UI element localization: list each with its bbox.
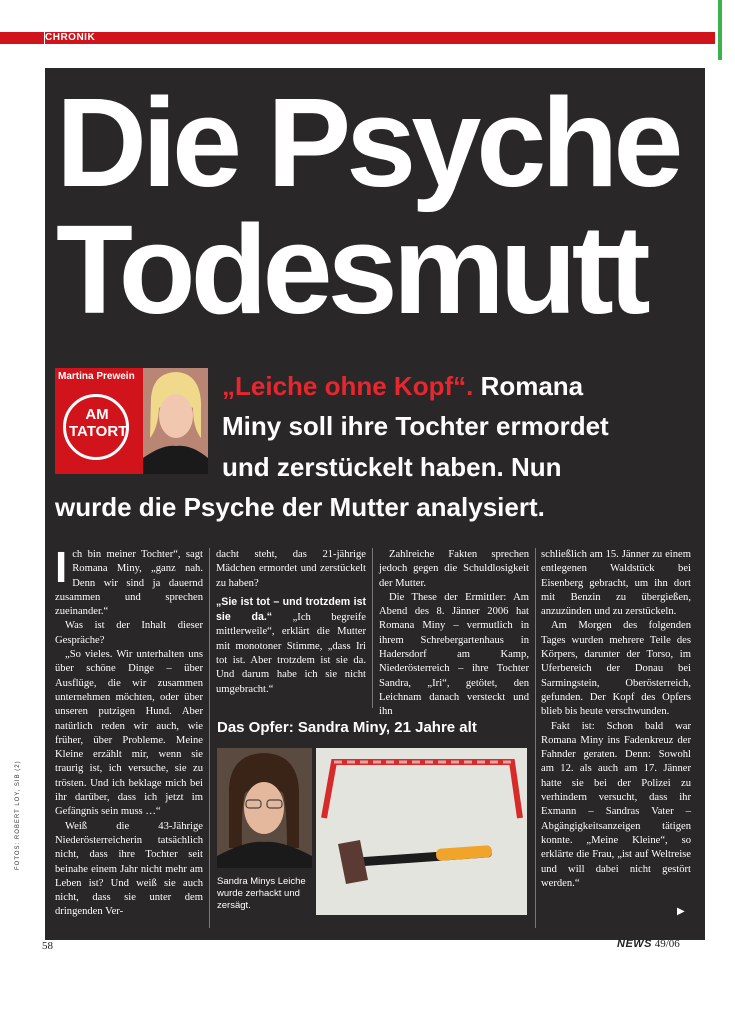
continue-arrow-icon: ▶ (677, 906, 685, 917)
paragraph: Die These der Ermittler: Am Abend des 8. Jänner 2006 hat Romana Miny – vermutlich in ihrem Schrebergartenhaus in Hadersdorf am Kamp, Niederösterreich – ihre Tochter Sandra, „Iri“, getötet, den Leichnam danach versteckt und ihn (379, 591, 529, 718)
column-3 (379, 548, 529, 720)
page-edge-marker (718, 0, 722, 60)
subhead: „Sie ist tot – und trotzdem ist sie da.“ (216, 595, 366, 624)
paragraph: Weiß die 43-Jährige Niederösterreicherin tatsächlich nicht, dass ihre Tochter seit beinahe einem Jahr nicht mehr am Leben ist? Und weiß sie auch nicht, dass sie unter dem dringenden Ver- (55, 820, 203, 918)
evidence-photo (316, 748, 527, 915)
magazine-footer (617, 938, 680, 950)
paragraph: schließlich am 15. Jänner zu einem entlegenen Waldstück bei Eisenberg gebracht, um ihn dort mit Benzin zu übergießen, anzuzünden und zu zerstückeln. (541, 549, 691, 618)
lead-line-1-rest: Romana (473, 371, 584, 401)
victim-photo (217, 748, 312, 868)
paragraph: Fakt ist: Schon bald war Romana Miny ins Fadenkreuz der Fahnder geraten. Denn: Sowohl am 12. als auch am 17. Jänner hatte sie bei der Polizei zu verhindern versucht, dass ihr Exmann – Sandras Vater – Abgängigkeitsanzeigen tätigen konnte. „Meine Kleine“, so erklärte die Frau, „ist auf Weltreise und will dabei nicht gestört werden.“ (541, 720, 691, 889)
lead-highlight: „Leiche ohne Kopf“. (222, 371, 474, 401)
victim-heading: Das Opfer: Sandra Miny, 21 Jahre alt (217, 719, 477, 736)
column-1 (55, 543, 203, 920)
headline-line-2: Todesmutt (56, 199, 646, 340)
author-photo (143, 368, 208, 474)
photo-credit: FOTOS: ROBERT LOY, SIB (2) (15, 760, 21, 870)
column-4 (541, 548, 691, 891)
author-name: Martina Prewein (58, 371, 135, 382)
paragraph: Zahlreiche Fakten sprechen jedoch gegen die Schuldlosigkeit der Mutter. (379, 549, 529, 589)
paragraph: Am Morgen des folgenden Tages wurden mehrere Teile des Körpers, darunter der Torso, im Uferbereich der Donau bei Sarmingstein, Oberösterreich, gefunden. Der Kopf des Opfers blieb bis heute verschwunden. (541, 620, 691, 718)
magazine-logo: NEWS (617, 938, 652, 950)
lead-line-3: und zerstückelt haben. Nun (222, 452, 562, 482)
lead-line-1 (222, 366, 583, 406)
lead-line-2: Miny soll ihre Tochter ermordet (222, 411, 609, 441)
stamp-text: AM TATORT (69, 406, 128, 440)
lead-line-4: wurde die Psyche der Mutter analysiert. (55, 492, 545, 522)
section-label: CHRONIK (45, 32, 96, 43)
headline-line-1: Die Psyche (56, 72, 679, 213)
dropcap: I (55, 543, 68, 592)
paragraph: ch bin meiner Tochter“, sagt Romana Miny, „ganz nah. Denn wir sind ja dauernd zusammen und sprechen zueinander.“ (55, 549, 203, 618)
page-number: 58 (42, 940, 53, 952)
paragraph: „So vieles. Wir unterhalten uns über schöne Dinge – über Ausflüge, die wir zusammen unternehmen möchten, oder über unseren putzigen Hund. Aber natürlich reden wir auch, wie früher, über Probleme. Meine Kleine erzählt mir, wenn sie traurig ist, ich versuche, sie zu trösten. Und ich beklage mich bei ihr darüber, dass ich jetzt im Gefängnis sein muss …“ (55, 649, 203, 818)
column-rule (209, 548, 210, 928)
paragraph: Was ist der Inhalt dieser Gespräche? (55, 620, 203, 646)
section-bar-left (0, 32, 44, 44)
paragraph: dacht steht, das 21-jährige Mädchen ermordet und zerstückelt zu haben? (216, 549, 366, 589)
column-2 (216, 548, 366, 697)
issue-number: 49/06 (654, 938, 680, 950)
paragraph: „Ich begreife mittlerweile“, erklärt die Mutter mit monotoner Stimme, „dass Iri tot ist. Aber trotzdem ist sie da. Und darum habe ich sie nicht umgebracht.“ (216, 612, 366, 695)
photo-caption: Sandra Minys Leiche wurde zerhackt und zersägt. (217, 876, 306, 911)
column-rule (535, 548, 536, 928)
author-box (55, 368, 208, 474)
column-rule (372, 548, 373, 708)
section-bar (45, 32, 715, 44)
